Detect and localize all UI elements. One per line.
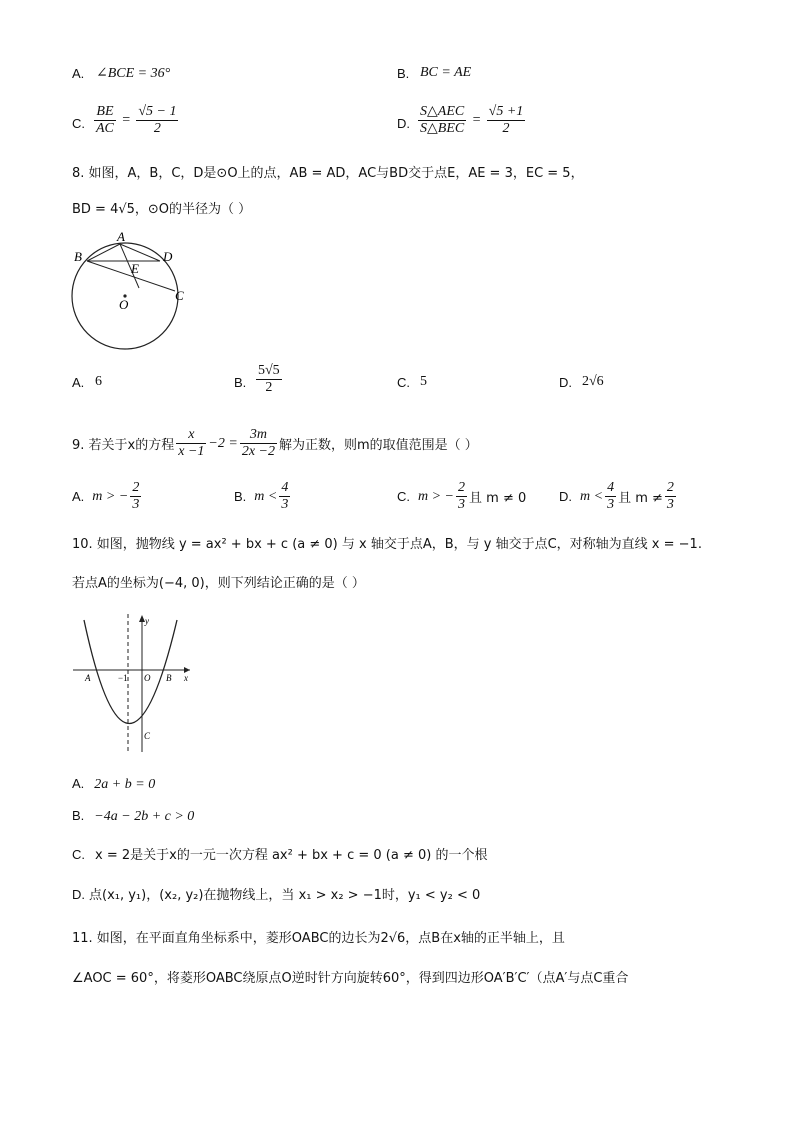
fraction: $\frac{3m}{2x -2}$ [241,427,275,459]
label-y: y [145,616,149,626]
q8-option-c-label: C. [397,375,410,390]
q10-parabola-figure [70,612,200,757]
label-c: C [175,288,184,303]
label-c: C [144,731,151,741]
fraction: $\frac{BE}{AC}$ [96,104,114,136]
q8-option-a-text: 6 [95,374,102,389]
label-b: B [166,673,172,683]
fraction: $\frac{\text{S△AEC}}{\text{S△BEC}}$ [420,104,465,136]
label-o: O [119,297,129,312]
option-c-label: C. [72,116,85,131]
q9-option-b: B. m < $\frac{4}{3}$ [234,480,289,512]
fraction: $\frac{4}{3}$ [607,480,615,512]
label-d: D [163,249,173,264]
q8-option-c-text: 5 [420,374,427,389]
q9-stem: 9. 若关于x的方程 $\frac{x}{x -1}$ −2 = $\frac{3m}{2x -2}$ 解为正数，则m的取值范围是（ ） [72,427,478,459]
q8-option-d-label: D. [559,375,572,390]
q10-option-c: C. x = 2是关于x的一元一次方程 ax² + bx + c = 0 (a ≠ 0) 的一个根 [72,847,488,863]
parabola-curve [84,620,177,724]
q10-option-a: A. 2a + b = 0 [72,776,156,792]
option-a-label: A. [72,66,85,81]
q9-option-d: D. m < $\frac{4}{3}$ 且 m ≠ $\frac{2}{3}$ [559,480,674,512]
option-d-formula: $\frac{\text{S△AEC}}{\text{S△BEC}}$ = $\frac{√5 +1}{2}$ [420,104,524,136]
q8-circle-figure [65,228,195,353]
fraction: $\frac{x}{x -1}$ [178,427,205,459]
q8-option-d-text: 2√6 [582,374,604,389]
fraction: $\frac{2}{3}$ [132,480,140,512]
q8-option-b-label: B. [234,375,247,390]
label-e: E [131,261,139,276]
option-c-formula: $\frac{BE}{AC}$ = $\frac{√5 - 1}{2}$ [96,104,177,136]
q10-option-d: D. 点(x₁, y₁)，(x₂, y₂)在抛物线上，当 x₁ > x₂ > −1时，y₁ < y₂ < 0 [72,887,481,903]
q11-stem-line1: 11. 如图，在平面直角坐标系中，菱形OABC的边长为2√6，点B在x轴的正半轴上，且 [72,931,565,946]
fraction: $\frac{4}{3}$ [281,480,289,512]
q11-stem-line2: ∠AOC = 60°，将菱形OABC绕原点O逆时针方向旋转60°，得到四边形OA′B′C′（点A′与点C重合 [72,971,629,986]
fraction: $\frac{5√5}{2}$ [258,363,280,395]
option-b-text: BC = AE [420,65,472,80]
q9-option-a: A. m > − $\frac{2}{3}$ [72,480,140,512]
q8-stem-line1: 8. 如图，A，B，C，D是⊙O上的点，AB = AD，AC与BD交于点E，AE = 3，EC = 5， [72,166,584,181]
label-o: O [144,673,151,683]
label-a: A [117,229,125,244]
label-neg1: −1 [118,673,128,683]
q9-option-c: C. m > − $\frac{2}{3}$ 且 m ≠ 0 [397,480,527,512]
option-d-label: D. [397,116,410,131]
q8-option-b-text [254,363,284,396]
fraction: $\frac{√5 - 1}{2}$ [138,104,177,136]
segment-ab [87,244,120,261]
q10-option-b: B. −4a − 2b + c > 0 [72,808,195,824]
q8-option-a-label: A. [72,375,85,390]
fraction: $\frac{√5 +1}{2}$ [488,104,524,136]
label-b: B [74,249,82,264]
fraction: $\frac{2}{3}$ [458,480,466,512]
label-a: A [85,673,91,683]
option-a-text: ∠BCE = 36° [96,66,171,81]
option-b-label: B. [397,66,410,81]
q8-stem-line2: BD = 4√5，⊙O的半径为（ ） [72,202,252,217]
q10-stem-line2: 若点A的坐标为(−4, 0)，则下列结论正确的是（ ） [72,576,365,591]
fraction: $\frac{2}{3}$ [666,480,674,512]
q10-stem-line1: 10. 如图，抛物线 y = ax² + bx + c (a ≠ 0) 与 x 轴交于点A，B，与 y 轴交于点C，对称轴为直线 x = −1. [72,537,702,552]
label-x: x [184,673,188,683]
